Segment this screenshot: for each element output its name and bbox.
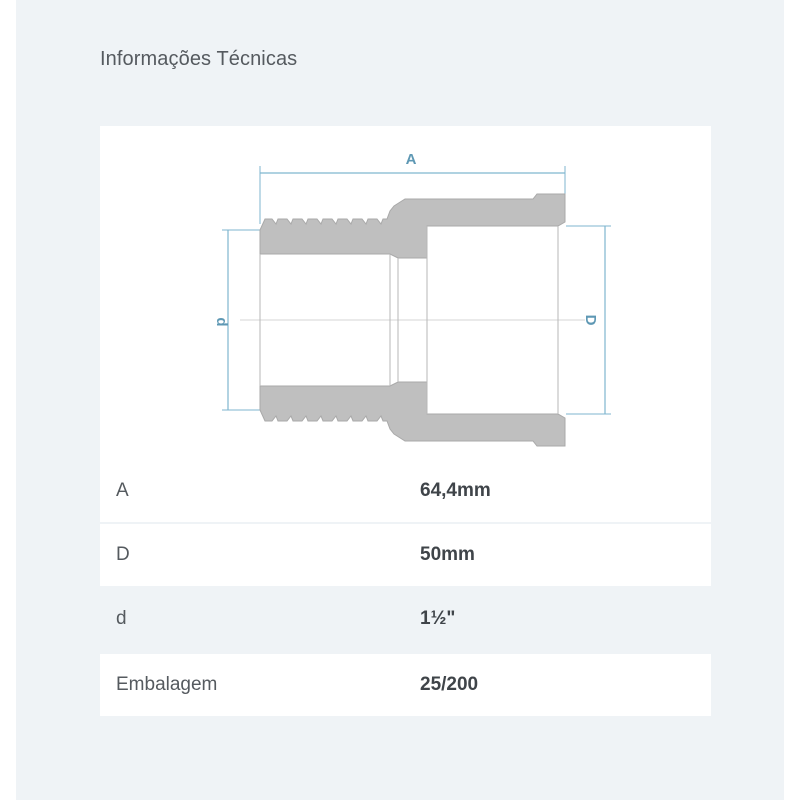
spec-value: 1½": [420, 608, 456, 629]
label-D: D: [582, 314, 599, 326]
spec-value: 25/200: [420, 674, 479, 695]
technical-diagram: [100, 126, 711, 460]
spec-label: d: [116, 608, 127, 629]
spec-row-d-lower: [100, 588, 711, 650]
label-d: d: [213, 317, 230, 327]
fitting-top-wall: [260, 194, 565, 258]
spec-row-d-upper: [100, 524, 711, 586]
spec-row-a: [100, 460, 711, 522]
spec-label: D: [116, 544, 130, 565]
spec-value: 64,4mm: [420, 480, 491, 501]
adapter-drawing: [100, 126, 711, 460]
spec-value: 50mm: [420, 544, 475, 565]
spec-label: A: [116, 480, 129, 501]
spec-label: Embalagem: [116, 674, 218, 695]
spec-row-embalagem: [100, 654, 711, 716]
label-A: A: [405, 151, 417, 168]
fitting-bottom-wall: [260, 382, 565, 446]
section-title: Informações Técnicas: [100, 48, 298, 70]
